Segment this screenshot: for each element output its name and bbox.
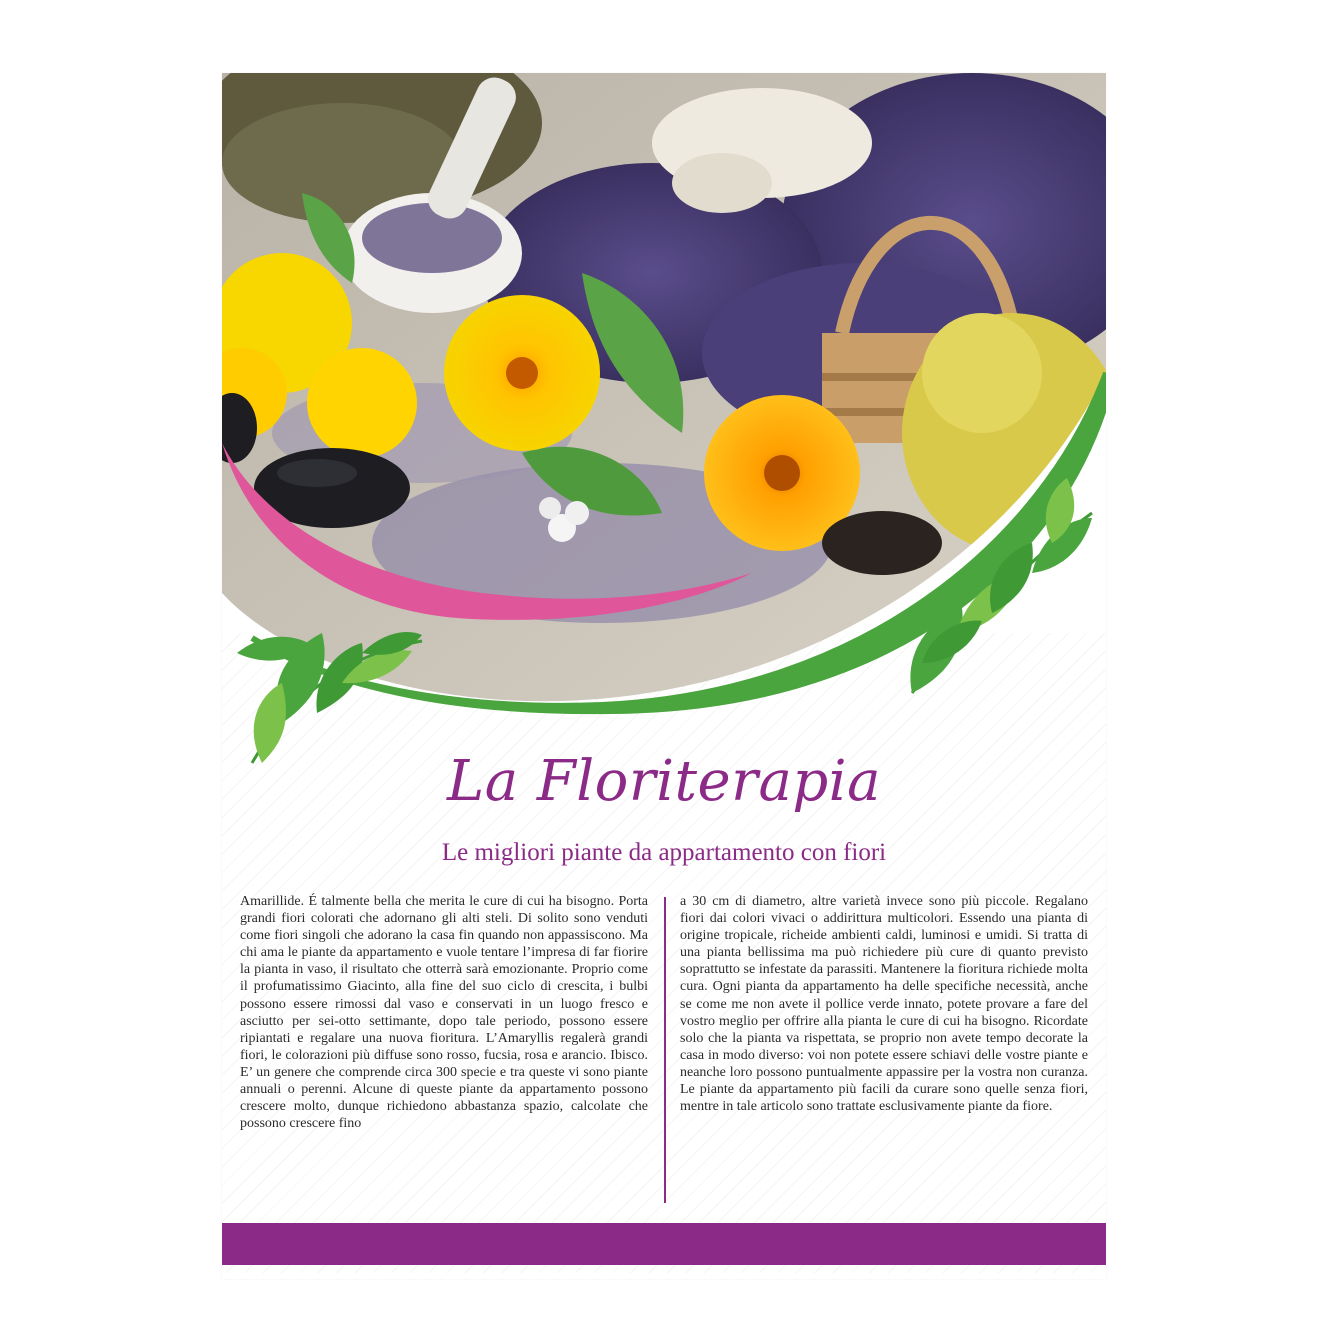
footer-bar [222, 1223, 1106, 1265]
article-column-left: Amarillide. É talmente bella che merita le cure di cui ha bisogno. Porta grandi fiori colorati che adornano gli alti steli. Di solito sono venduti come fiori singoli che adorano la casa fin quando non appassiscono. Ma chi ama le piante da appartamento e vuole tentare l’impresa di far fiorire la pianta in vaso, il risultato che otterrà sarà emozionante. Proprio come il profumatissimo Giacinto, alla fine del suo ciclo di crescita, i bulbi possono essere rimossi dal vaso e conservati in un luogo fresco e asciutto per sei-otto settimante, dopo tale periodo, possono essere ripiantati e regalare una nuova fioritura. L’Amaryllis regalerà grandi fiori, le colorazioni più diffuse sono rosso, fucsia, rosa e arancio. Ibisco. E’ un genere che comprende circa 300 specie e tra queste vi sono piante annuali o perenni. Alcune di queste piante da appartamento possono crescere molto, dunque richiedono abbastanza spazio, calcolate che possono crescere fino [240, 894, 648, 1132]
hero-image [222, 73, 1106, 793]
page-title: La Floriterapia [447, 749, 881, 814]
page-subtitle: Le migliori piante da appartamento con fiori [441, 839, 887, 866]
column-divider [664, 897, 666, 1203]
article-column-right: a 30 cm di diametro, altre varietà invece sono più piccole. Regalano fiori dai colori vivaci o addirittura multicolori. Essendo una pianta di origine tropicale, richeide ambienti caldi, luminosi e umidi. Si tratta di una pianta bellissima ma può richiedere più cure di quanto previsto soprattutto se infestate da parassiti. Mantenere la fioritura richiede molta cura. Ogni pianta da appartamento ha delle specifiche necessità, anche se come me non avete il pollice verde innato, potete provare a fare del vostro meglio per offrire alla pianta le cure di cui ha bisogno. Ricordate solo che la pianta va rispettata, se proprio non avete tempo decorate la casa in modo diverso: voi non potete essere schiavi delle vostre piante e neanche loro possono puntualmente appassire per la vostra non curanza. Le piante da appartamento più facili da curare sono quelle senza fiori, mentre in tale articolo sono trattate esclusivamente piante da fiore. [680, 894, 1088, 1115]
flyer-page [222, 73, 1106, 1279]
